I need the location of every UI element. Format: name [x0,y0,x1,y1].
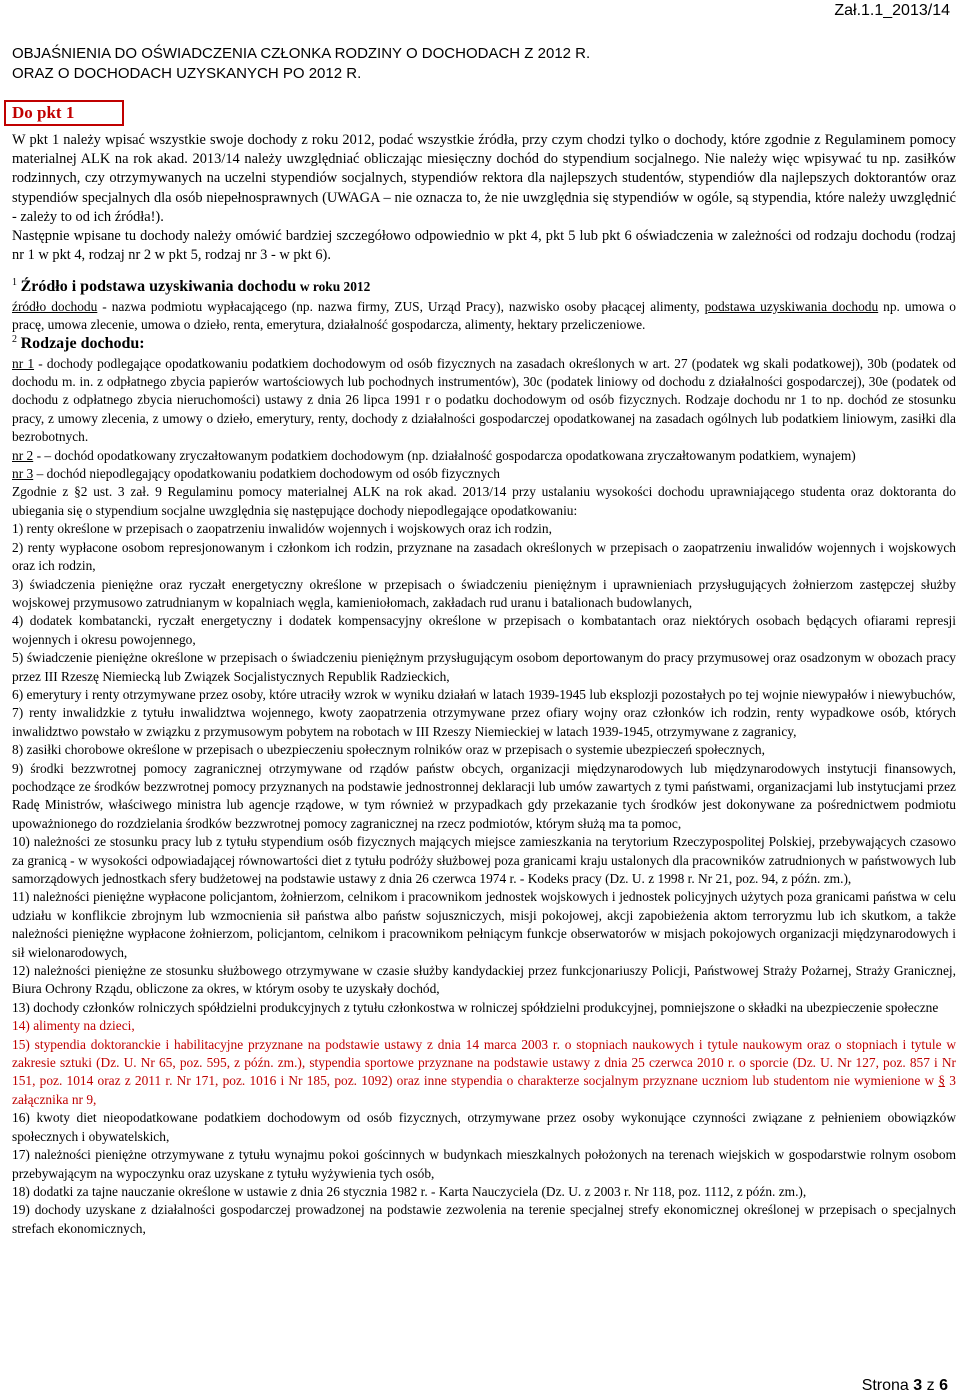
title-line-2: ORAZ O DOCHODACH UZYSKANYCH PO 2012 R. [12,65,362,82]
list-item: 11) należności pieniężne wypłacone policjantom, żołnierzom, celnikom i pracownikom jednostek wojskowych i jednostek policyjnych użytych poza granicami państwa w celu udziału w konflikcie zbrojnym lub wzmocnienia sił państwa albo państw sojuszniczych, misji pokojowej, akcji zapobieżenia aktom terroryzmu lub ich skutkom, a także należności pieniężne wypłacone żołnierzom, policjantom, celnikom i pracownikom pełniącym funkcje obserwatorów w misjach pokojowych organizacji międzynarodowych i sił wielonarodowych, [12,889,956,960]
attachment-number: Zał.1.1_2013/14 [834,2,950,19]
footnote-marker: 2 [12,334,17,346]
list-item: 4) dodatek kombatancki, ryczałt energetyczny i dodatek kompensacyjny określone w przepisach o kombatantach oraz niektórych osobach będących ofiarami represji wojennych i okresu powojennego, [12,613,956,647]
source-heading [12,277,956,297]
type-nr3: nr 3 – dochód niepodlegający opodatkowaniu podatkiem dochodowym od osób fizycznych [12,466,500,482]
term-source: źródło dochodu [12,298,98,314]
list-item: 17) należności pieniężne otrzymywane z tytułu wynajmu pokoi gościnnych w budynkach mieszkalnych położonych na terenach wiejskich w gospodarstwie rolnym osobom przebywającym na wypoczynku oraz uzyskane z tytułu wyżywienia tych osób, [12,1147,956,1181]
list-item: 6) emerytury i renty otrzymywane przez osoby, które utraciły wzrok w wyniku działań w latach 1939-1945 lub eksplozji pozostałych po tej wojnie niewypałów i niewybuchów, [12,686,956,702]
list-item: 12) należności pieniężne ze stosunku służbowego otrzymywane w czasie służby kandydackiej przez funkcjonariuszy Policji, Państwowej Straży Pożarnej, Straży Granicznej, Biura Ochrony Rządu, obliczone za okres, w którym osoby te uzyskały dochód, [12,963,956,997]
list-item: 8) zasiłki chorobowe określone w przepisach o ubezpieczeniu społecznym rolników oraz w przepisach o systemie ubezpieczeń społecznych, [12,742,765,758]
income-list [12,520,956,1017]
footnote-marker: 1 [12,277,17,289]
income-list-tail [12,1109,956,1238]
list-item: 10) należności ze stosunku pracy lub z tytułu stypendium osób fizycznych mających miejsce zamieszkania na terytorium Rzeczypospolitej Polskiej, przebywających czasowo za granicą - w wysokości odpowiadającej równowartości diet z tytułu podróży służbowej poza granicami kraju ustalonych dla pracowników zatrudnionych w państwowych lub samorządowych jednostkach sfery budżetowej na podstawie ustawy z dnia 26 czerwca 1974 r. - Kodeks pracy (Dz. U. z 1998 r. Nr 21, poz. 94, z późn. zm.), [12,834,956,887]
list-item: 7) renty inwalidzkie z tytułu inwalidztwa wojennego, kwoty zaopatrzenia otrzymywane przez ofiary wojny oraz członków ich rodzin, renty wypadkowe osób, których inwalidztwo powstało w związku z przymusowym pobytem na robotach w III Rzeszy Niemieckiej w latach 1939-1945, otrzymywane z zagranicy, [12,705,956,739]
list-item: 3) świadczenia pieniężne oraz ryczałt energetyczny określone w przepisach o świadczeniu pieniężnym i uprawnieniach przysługujących żołnierzom zastępczej służby wojskowej przymusowo zatrudnianym w kopalniach węgla, kamieniołomach, zakładach rud uranu i batalionach budowlanych, [12,576,956,610]
type-nr1: nr 1 - dochody podlegające opodatkowaniu podatkiem dochodowym od osób fizycznych na zasadach określonych w art. 27 (podatek wg skali podatkowej), 30b (podatek od dochodu m. in. z odpłatnego zbycia papierów wartościowych lub pochodnych instrumentów), 30c (podatek liniowy od dochodu z działalności gospodarczej), 30e (podatek od dochodu z odpłatnego zbycia nieruchomości) ustawy z dnia 26 lipca 1991 r o podatku dochodowym od osób fizycznych. Rodzaje dochodu nr 1 to np. dochód ze stosunku pracy, z umowy zlecenia, z umowy o dzieło, emerytury, renty, dochody z działalności gospodarczej opodatkowanej na zasadach ogólnych lub podatkiem liniowym, zasiłki dla bezrobotnych. [12,355,956,445]
list-item: 16) kwoty diet nieopodatkowane podatkiem dochodowym od osób fizycznych, otrzymywane przez osoby wykonujące czynności związane z pełnieniem obowiązków społecznych i obywatelskich, [12,1110,956,1144]
section-box-label: Do pkt 1 [4,100,124,126]
term-basis: podstawa uzyskiwania dochodu [704,298,879,314]
source-heading-text: Źródło i podstawa uzyskiwania dochodu [20,278,297,296]
list-item: 18) dodatki za tajne nauczanie określone w ustawie z dnia 26 stycznia 1982 r. - Karta Nauczyciela (Dz. U. z 2003 r. Nr 118, poz. 1112, z późn. zm.), [12,1183,807,1199]
list-item: 2) renty wypłacone osobom represjonowanym i członkom ich rodzin, przyznane na zasadach określonych w przepisach o zaopatrzeniu inwalidów wojennych i wojskowych oraz ich rodzin, [12,539,956,574]
page-number: Strona 3 z 6 [861,1377,948,1394]
document-body [12,131,956,1238]
list-item: 13) dochody członków rolniczych spółdzielni produkcyjnych z tytułu członkostwa w rolniczej spółdzielni produkcyjnej, pomniejszone o składki na ubezpieczenie społeczne [12,999,939,1015]
list-item: 9) środki bezzwrotnej pomocy zagranicznej otrzymywane od rządów państw obcych, organizacji międzynarodowych lub międzynarodowych instytucji finansowych, pochodzące ze środków bezzwrotnej pomocy przyznanych na podstawie jednostronnej deklaracji lub umów zawartych z tymi państwami, organizacjami lub instytucjami przez Radę Ministrów, właściwego ministra lub agencje rządowe, w tym również w przypadkach gdy przekazanie tych środków jest dokonywane za pośrednictwem podmiotu upoważnionego do rozdzielania środków bezzwrotnej pomocy zagranicznej na rzecz podmiotów, którym służą ma ta pomoc, [12,760,956,831]
source-heading-suffix: w roku 2012 [299,279,371,295]
types-heading-text: Rodzaje dochodu: [20,335,145,353]
list-item-15: 15) stypendia doktoranckie i habilitacyjne przyznane na podstawie ustawy z dnia 14 marca 2003 r. o stopniach naukowych i tytule naukowym oraz o stopniach i tytule w zakresie sztuki (Dz. U. Nr 65, poz. 595, z późn. zm.), stypendia sportowe przyznane na podstawie ustawy z dnia 25 czerwca 2010 r. o sporcie (Dz. U. Nr 127, poz. 857 i Nr 151, poz. 1014 oraz z 2011 r. Nr 171, poz. 1016 i Nr 185, poz. 1092) oraz inne stypendia o charakterze socjalnym przyznane uczniom lub studentom nie wymienione w § 3 załącznika nr 9, [12,1036,956,1107]
list-item: 1) renty określone w przepisach o zaopatrzeniu inwalidów wojennych i wojskowych oraz ich rodzin, [12,521,552,537]
list-item: 5) świadczenie pieniężne określone w przepisach o świadczeniu pieniężnym przysługującym osobom deportowanym do pracy przymusowej oraz osadzonym w obozach pracy przez III Rzeszę Niemiecką lub Związek Socjalistycznych Republik Radzieckich, [12,650,956,684]
types-heading [12,334,956,354]
intro-paragraph: W pkt 1 należy wpisać wszystkie swoje dochody z roku 2012, podać wszystkie źródła, przy czym chodzi tylko o dochody, które zgodnie z Regulaminem pomocy materialnej ALK na rok akad. 2013/14 należy uwzględniać obliczając miesięczny dochód do stypendium socjalnego. Nie należy więc wpisywać tu np. zasiłków rodzinnych, czy otrzymywanych na uczelni stypendiów socjalnych, stypendiów rektora dla najlepszych studentów, stypendiów dla najlepszych doktorantów oraz stypendiów specjalnych dla osób niepełnosprawnych (UWAGA – nie oznacza to, że nie uwzględnia się stypendiów w ogóle, są stypendia, które należy uwzględnić - zależy to od ich źródła!). [12,132,956,225]
list-item: 19) dochody uzyskane z działalności gospodarczej prowadzonej na podstawie zezwolenia na terenie specjalnej strefy ekonomicznej określonej w przepisach o specjalnych strefach ekonomicznych, [12,1202,956,1236]
document-title [12,44,912,84]
type-nr2: nr 2 - – dochód opodatkowany zryczałtowanym podatkiem dochodowym (np. działalność gospodarcza opodatkowana zryczałtowanym podatkiem, wynajem) [12,447,856,463]
title-line-1: OBJAŚNIENIA DO OŚWIADCZENIA CZŁONKA RODZINY O DOCHODACH Z 2012 R. [12,45,591,62]
source-definition: źródło dochodu - nazwa podmiotu wypłacającego (np. nazwa firmy, ZUS, Urząd Pracy), nazwisko osoby płacącej alimenty, podstawa uzyskiwania dochodu np. umowa o pracę, umowa zlecenie, umowa o dzieło, renta, emerytura, działalność gospodarcza, alimenty, hektary przeliczeniowe. [12,298,956,333]
according-paragraph: Zgodnie z §2 ust. 3 zał. 9 Regulaminu pomocy materialnej ALK na rok akad. 2013/14 przy ustalaniu wysokości dochodu uprawniającego studenta oraz doktoranta do ubiegania się o stypendium socjalne uwzględnia się następujące dochody niepodlegające opodatkowaniu: [12,484,956,518]
list-item-14: 14) alimenty na dzieci, [12,1018,135,1034]
intro-paragraph-2: Następnie wpisane tu dochody należy omówić bardziej szczegółowo odpowiednio w pkt 4, pkt 5 lub pkt 6 oświadczenia w zależności od rodzaju dochodu (rodzaj nr 1 w pkt 4, rodzaj nr 2 w pkt 5, rodzaj nr 3 - w pkt 6). [12,228,956,264]
